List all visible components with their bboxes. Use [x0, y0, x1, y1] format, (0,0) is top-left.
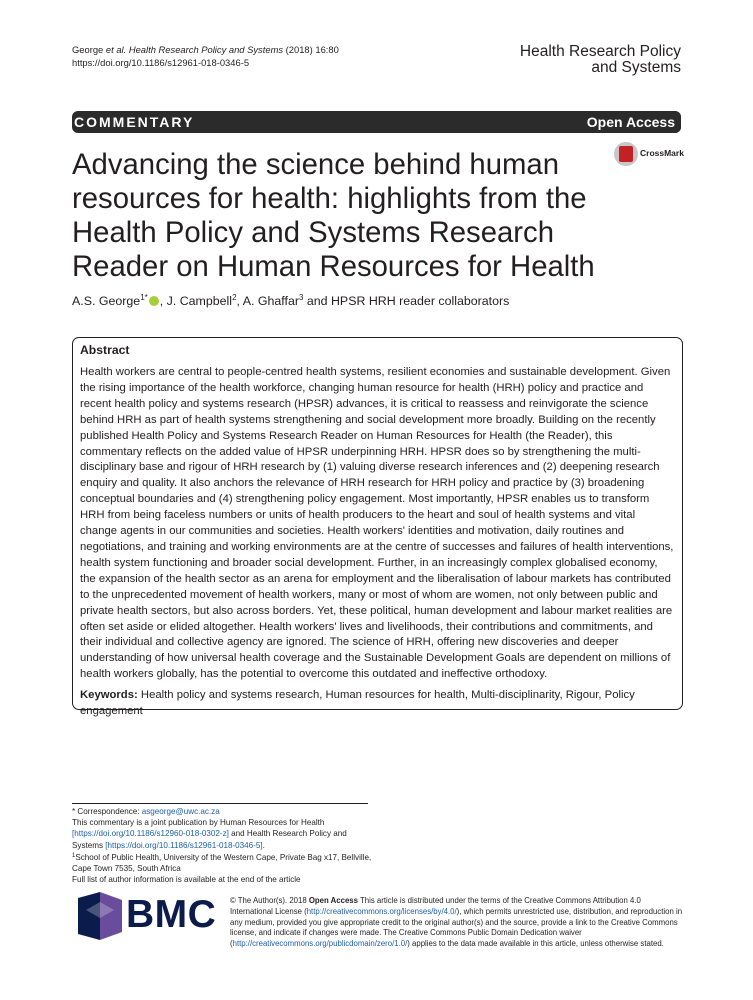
running-header [72, 43, 339, 69]
joint-publication-text-3: . [262, 840, 265, 850]
abstract-box [72, 337, 683, 718]
journal-name-line1: Health Research Policy [519, 43, 681, 60]
footnote-divider [72, 803, 368, 804]
joint-publication-text: This commentary is a joint publication by Human Resources for Health [72, 818, 325, 828]
author-campbell-affiliation: 2 [232, 293, 237, 302]
author-collaborators: and HPSR HRH reader collaborators [303, 294, 510, 308]
keywords-label: Keywords: [80, 689, 138, 702]
license-copyright: © The Author(s). 2018 [230, 896, 309, 905]
abstract-heading: Abstract [80, 343, 130, 357]
license-notice [230, 896, 685, 950]
citation-journal: Health Research Policy and Systems [128, 44, 284, 55]
joint-publication-link-hrh[interactable]: [https://doi.org/10.1186/s12960-018-0302-z] [72, 829, 229, 839]
author-info-note: Full list of author information is available at the end of the article [72, 875, 301, 885]
affiliation-number: 1 [72, 852, 76, 859]
author-george-affiliation: 1* [140, 293, 148, 302]
bmc-mark-icon [78, 892, 122, 940]
article-title: Advancing the science behind human resources for health: highlights from the Health Policy and Systems Research Reader on Human Resources for Health [72, 148, 595, 283]
license-cc0-link[interactable]: http://creativecommons.org/publicdomain/zero/1.0/ [232, 939, 408, 949]
citation-author: George [72, 44, 104, 55]
footnotes [72, 806, 372, 885]
orcid-icon[interactable] [149, 296, 159, 306]
license-text-2: ), which permits unrestricted use, distribution, and reproduction in any medium, provided you give appropriate credit to the original author(s) and the source, provide a link to the Creative Commons license, and indicate if changes were made. The Creative Commons Public Domain Dedication waiver ( [230, 906, 683, 949]
license-text-3: ) applies to the data made available in this article, unless otherwise stated. [407, 939, 664, 949]
article-doi[interactable]: https://doi.org/10.1186/s12961-018-0346-5 [72, 57, 250, 68]
keywords [80, 688, 675, 720]
bmc-wordmark: BMC [126, 893, 217, 936]
joint-publication-link-hrps[interactable]: [https://doi.org/10.1186/s12961-018-0346-5] [105, 840, 263, 850]
license-cc-by-link[interactable]: http://creativecommons.org/licenses/by/4.0/ [306, 906, 457, 916]
correspondence-label: * Correspondence: [72, 807, 142, 816]
citation-etal: et al. [105, 44, 127, 55]
correspondence-email[interactable]: asgeorge@uwc.ac.za [141, 807, 220, 816]
joint-publication-text-2: and Health Research Policy and Systems [72, 829, 347, 850]
section-label: COMMENTARY [74, 114, 195, 130]
author-george[interactable]: A.S. George [72, 294, 141, 308]
license-text-1: This article is distributed under the terms of the Creative Commons Attribution 4.0 International License ( [230, 896, 641, 916]
bmc-logo[interactable] [78, 890, 217, 946]
author-campbell[interactable]: , J. Campbell [159, 294, 233, 308]
affiliation: School of Public Health, University of the Western Cape, Private Bag x17, Bellville, Cape Town 7535, South Africa [72, 852, 372, 874]
author-ghaffar[interactable]: , A. Ghaffar [236, 294, 299, 308]
journal-name [520, 44, 681, 76]
license-open-access: Open Access [308, 896, 358, 905]
crossmark-label: CrossMark [640, 148, 684, 158]
author-ghaffar-affiliation: 3 [298, 293, 304, 302]
keywords-list: Health policy and systems research, Human resources for health, Multi-disciplinarity, Rigour, Policy engagement [80, 689, 635, 718]
section-banner [72, 111, 681, 133]
abstract-body: Health workers are central to people-centred health systems, resilient economies and sustainable development. Given the rising importance of the health workforce, changing human resource for health (HRH) policy and practice and recent health policy and systems research (HPSR) advances, it is critical to reassess and reinvigorate the science behind HRH as part of health systems strengthening and social development more broadly. Building on the recently published Health Policy and Systems Research Reader on Human Resources for Health (the Reader), this commentary reflects on the added value of HPSR underpinning HRH. HPSR does so by strengthening the multi-disciplinary base and rigour of HRH research by (1) valuing diverse research inferences and (2) deepening research enquiry and quality. It also anchors the relevance of HRH research for HRH policy and practice by (3) broadening conceptual boundaries and (4) strengthening policy engagement. Most importantly, HPSR enables us to transform HRH from being faceless numbers or units of health producers to the heart and soul of health systems and vital change agents in our communities and societies. Health workers' identities and motivation, daily routines and negotiations, and training and working environments are at the centre of successes and failures of health interventions, health system functioning and broader social development. Further, in an increasingly complex globalised economy, the expansion of the health sector as an arena for employment and the liberalisation of labour markets has contributed to the unprecedented movement of health workers, many or most of whom are women, not only between public and private health sectors, but also across borders. Yet, these political, human development and labour market realities are often set aside or elided altogether. Health workers' lives and livelihoods, their contributions and commitments, and their individual and collective agency are ignored. The science of HRH, offering new discoveries and deeper understanding of how universal health coverage and the Sustainable Development Goals are dependent on millions of health workers globally, has the potential to overcome this outdated and ineffective orthodoxy. [80, 366, 674, 681]
journal-name-line2: and Systems [591, 59, 681, 76]
author-list [72, 293, 509, 308]
citation-year-volume: (2018) 16:80 [285, 44, 339, 55]
open-access-label: Open Access [579, 111, 681, 133]
